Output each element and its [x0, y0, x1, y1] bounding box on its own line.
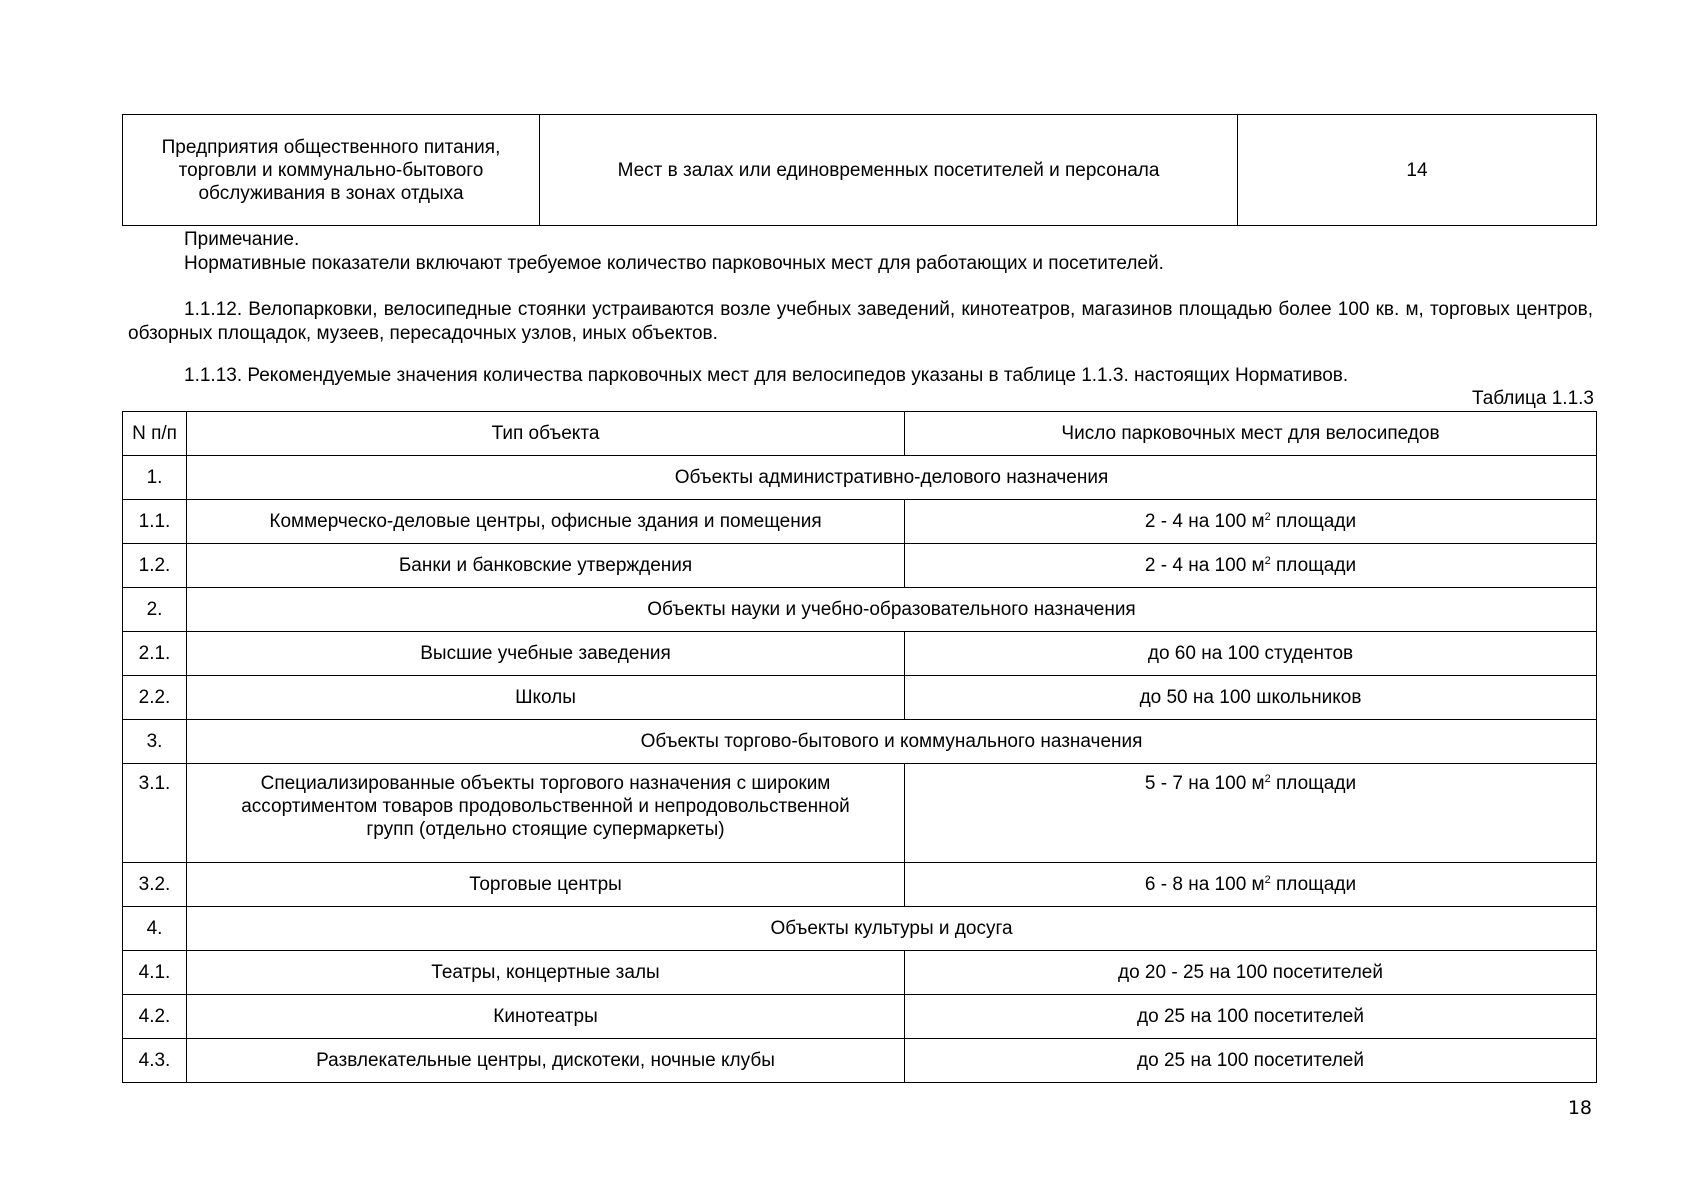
top-norms-table	[122, 114, 1597, 226]
row-number: 4.3.	[123, 1039, 187, 1083]
table-row	[123, 544, 1597, 588]
table-row	[123, 676, 1597, 720]
page-number: 18	[1567, 1097, 1592, 1119]
table-row	[123, 1039, 1597, 1083]
table-row	[123, 863, 1597, 907]
section-title: Объекты культуры и досуга	[187, 907, 1597, 951]
parking-count-cell	[905, 544, 1597, 588]
header-row	[123, 412, 1597, 456]
note-text: Нормативные показатели включают требуемое количество парковочных мест для работающих и посетителей.	[184, 253, 1164, 274]
parking-count-cell	[905, 1039, 1597, 1083]
count-value: 2 - 4 на 100 м	[1144, 511, 1265, 532]
parking-count-cell	[905, 951, 1597, 995]
count-suffix: площади	[1270, 773, 1357, 794]
object-type-cell: Коммерческо-деловые центры, офисные здания и помещения	[187, 500, 905, 544]
parking-count-cell	[905, 500, 1597, 544]
row-number: 1.2.	[123, 544, 187, 588]
table-row	[123, 995, 1597, 1039]
norm-value-cell: 14	[1238, 115, 1597, 226]
object-type-cell: Театры, концертные залы	[187, 951, 905, 995]
table-row	[123, 500, 1597, 544]
count-value: до 25 на 100 посетителей	[1137, 1006, 1364, 1027]
section-title: Объекты торгово-бытового и коммунального назначения	[187, 720, 1597, 764]
row-number: 2.2.	[123, 676, 187, 720]
row-number: 4.	[123, 907, 187, 951]
section-row	[123, 720, 1597, 764]
row-number: 1.1.	[123, 500, 187, 544]
count-value: 5 - 7 на 100 м	[1144, 773, 1265, 794]
table-caption: Таблица 1.1.3	[1471, 388, 1594, 409]
count-value: до 25 на 100 посетителей	[1137, 1050, 1364, 1071]
count-value: 6 - 8 на 100 м	[1144, 874, 1265, 895]
count-value: до 20 - 25 на 100 посетителей	[1118, 962, 1383, 983]
table-row	[123, 951, 1597, 995]
count-value: 2 - 4 на 100 м	[1144, 555, 1265, 576]
section-row	[123, 907, 1597, 951]
object-type-cell: Банки и банковские утверждения	[187, 544, 905, 588]
section-row	[123, 456, 1597, 500]
object-type-cell: Предприятия общественного питания, торговли и коммунально-бытового обслуживания в зонах отдыха	[123, 115, 540, 226]
object-type-cell: Развлекательные центры, дискотеки, ночные клубы	[187, 1039, 905, 1083]
unit-exponent: 2	[1264, 874, 1271, 886]
parking-count-cell	[905, 676, 1597, 720]
count-suffix: площади	[1270, 555, 1357, 576]
header-num: N п/п	[123, 412, 187, 456]
section-title: Объекты науки и учебно-образовательного назначения	[187, 588, 1597, 632]
count-suffix: площади	[1270, 511, 1357, 532]
object-type-cell: Специализированные объекты торгового назначения с широким ассортиментом товаров продовольственной и непродовольственной групп (отдельно стоящие супермаркеты)	[187, 764, 905, 863]
unit-exponent: 2	[1264, 511, 1271, 523]
parking-count-cell	[905, 863, 1597, 907]
row-number: 2.1.	[123, 632, 187, 676]
note-title: Примечание.	[184, 229, 300, 250]
section-title: Объекты административно-делового назначения	[187, 456, 1597, 500]
count-suffix: площади	[1270, 874, 1357, 895]
bicycle-parking-table	[122, 411, 1597, 1083]
paragraph-1-1-12: 1.1.12. Велопарковки, велосипедные стоянки устраиваются возле учебных заведений, кинотеатров, магазинов площадью более 100 кв. м, торговых центров, обзорных площадок, музеев, пересадочных узлов, иных объектов.	[128, 299, 1593, 344]
table-row	[123, 632, 1597, 676]
paragraph-1-1-13: 1.1.13. Рекомендуемые значения количества парковочных мест для велосипедов указаны в таблице 1.1.3. настоящих Нормативов.	[184, 365, 1349, 386]
object-type-cell: Высшие учебные заведения	[187, 632, 905, 676]
header-count: Число парковочных мест для велосипедов	[905, 412, 1597, 456]
table-row	[123, 764, 1597, 863]
count-value: до 50 на 100 школьников	[1139, 687, 1362, 708]
unit-cell: Мест в залах или единовременных посетителей и персонала	[540, 115, 1238, 226]
parking-count-cell	[905, 995, 1597, 1039]
parking-count-cell	[905, 764, 1597, 863]
row-number: 2.	[123, 588, 187, 632]
object-type-cell: Школы	[187, 676, 905, 720]
object-type-cell: Торговые центры	[187, 863, 905, 907]
parking-count-cell	[905, 632, 1597, 676]
row-number: 4.1.	[123, 951, 187, 995]
unit-exponent: 2	[1264, 555, 1271, 567]
row-number: 1.	[123, 456, 187, 500]
header-type: Тип объекта	[187, 412, 905, 456]
row-number: 3.1.	[123, 764, 187, 863]
unit-exponent: 2	[1264, 773, 1271, 785]
row-number: 3.2.	[123, 863, 187, 907]
row-number: 3.	[123, 720, 187, 764]
count-value: до 60 на 100 студентов	[1147, 643, 1354, 664]
section-row	[123, 588, 1597, 632]
row-number: 4.2.	[123, 995, 187, 1039]
table-row	[123, 115, 1597, 226]
object-type-cell: Кинотеатры	[187, 995, 905, 1039]
